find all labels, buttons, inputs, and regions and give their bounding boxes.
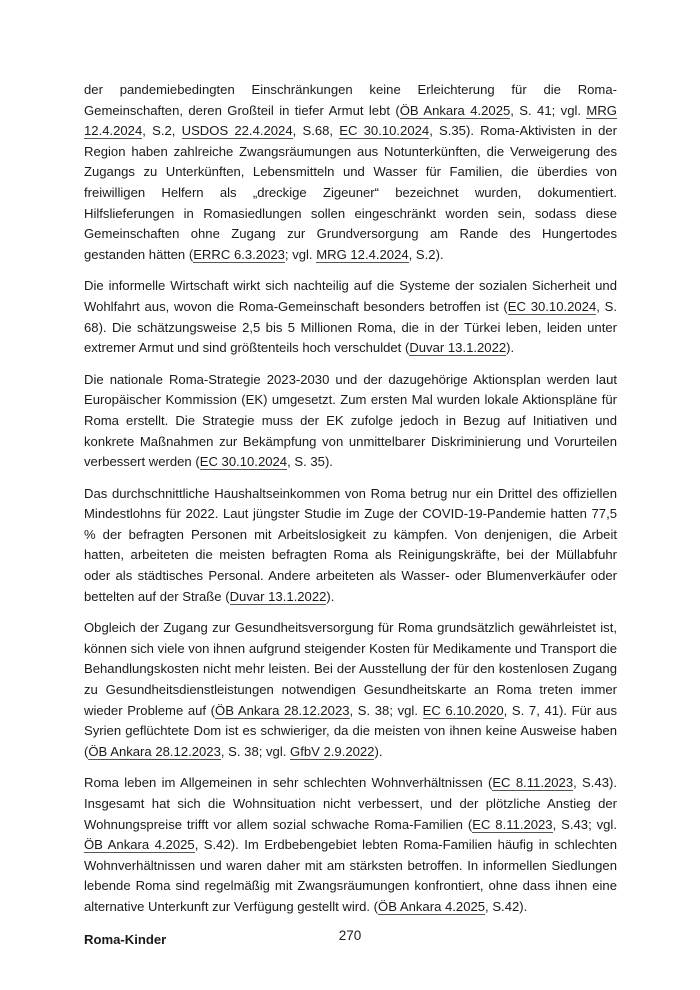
paragraph-text: Das durchschnittliche Haushaltseinkommen von Roma betrug nur ein Drittel des offiziellen Mindestlohns für 2022. Laut jüngster Studie im Zuge der COVID-19-Pandemie hatten 77,5 % der befragten Personen mit Arbeitslosigkeit zu kämpfen. Von denjenigen, die Arbeit hatten, arbeiteten die meisten befragten Roma als Reinigungskräfte, bei der Müllabfuhr oder als städtisches Personal. Andere arbeiteten als Wasser- oder Blumenverkäufer oder bettelten auf der Straße ( bbox=[84, 485, 617, 604]
paragraph-text: Die nationale Roma-Strategie 2023-2030 und der dazugehörige Aktionsplan werden laut Europäischer Kommission (EK) umgesetzt. Zum ersten Mal wurden lokale Aktionspläne für Roma erstellt. Die Strategie muss der EK zufolge jedoch in Bezug auf Initiativen und konkrete Maßnahmen zur Bekämpfung von unmittelbarer Diskriminierung und Vorurteilen verbessert werden ( bbox=[84, 371, 617, 470]
paragraph-text: Roma leben im Allgemeinen in sehr schlechten Wohnverhältnissen ( bbox=[84, 775, 493, 791]
paragraph-text: , S.43). Insgesamt hat sich die Wohnsituation nicht verbessert, und der plötzliche Anstieg der Wohnungspreise trifft vor allem sozial schwache Roma-Familien ( bbox=[84, 775, 617, 832]
paragraph-text: , S. 41; vgl. bbox=[510, 102, 587, 118]
paragraph bbox=[84, 484, 617, 608]
paragraph-text: , S. 7, 41). Für aus Syrien geflüchtete Dom ist es schwieriger, da die meisten von ihnen keine Ausweise haben ( bbox=[84, 702, 618, 759]
citation-link[interactable]: ÖB Ankara 4.2025 bbox=[378, 898, 486, 914]
citation-link[interactable]: Duvar 13.1.2022 bbox=[409, 340, 507, 356]
citation-link[interactable]: EC 6.10.2020 bbox=[422, 702, 504, 718]
paragraph-text: der pandemiebedingten Einschränkungen keine Erleichterung für die Roma-Gemeinschaften, deren Großteil in tiefer Armut lebt ( bbox=[84, 82, 617, 118]
paragraph-text: ; vgl. bbox=[284, 246, 317, 262]
citation-link[interactable]: ERRC 6.3.2023 bbox=[193, 246, 285, 262]
paragraph bbox=[84, 618, 617, 762]
citation-link[interactable]: EC 8.11.2023 bbox=[492, 775, 574, 791]
paragraph-text: , S.43; vgl. bbox=[552, 816, 617, 832]
paragraph bbox=[84, 276, 617, 358]
paragraph-text: , S.42). bbox=[485, 898, 528, 914]
citation-link[interactable]: Duvar 13.1.2022 bbox=[229, 588, 327, 604]
citation-link[interactable]: ÖB Ankara 28.12.2023 bbox=[215, 702, 350, 718]
citation-link[interactable]: MRG 12.4.2024 bbox=[316, 246, 409, 262]
page-number: 270 bbox=[338, 928, 362, 943]
citation-link[interactable]: EC 30.10.2024 bbox=[199, 454, 288, 470]
paragraph-text: , S.68, bbox=[292, 123, 340, 139]
paragraph-text: ). bbox=[326, 588, 335, 604]
citation-link[interactable]: ÖB Ankara 4.2025 bbox=[84, 837, 195, 853]
citation-link[interactable]: USDOS 22.4.2024 bbox=[181, 123, 293, 139]
citation-link[interactable]: ÖB Ankara 28.12.2023 bbox=[88, 743, 221, 759]
paragraph bbox=[84, 773, 617, 917]
citation-link[interactable]: EC 8.11.2023 bbox=[472, 816, 553, 832]
citation-link[interactable]: GfbV 2.9.2022 bbox=[290, 743, 375, 759]
citation-link[interactable]: EC 30.10.2024 bbox=[507, 298, 597, 314]
paragraph-text: , S.2, bbox=[142, 123, 182, 139]
paragraph-text: ). bbox=[506, 340, 515, 356]
paragraph-text: , S. 38; vgl. bbox=[349, 702, 423, 718]
paragraph-text: , S.35). Roma-Aktivisten in der Region haben zahlreiche Zwangsräumungen aus Notunterkünften, die Verweigerung des Zugangs zu Unterkünften, Lebensmitteln und Wasser für Familien, die überdies von freiwilligen Helfern als „dreckige Zigeuner“ bezeichnet wurden, dokumentiert. Hilfslieferungen in Romasiedlungen sollen eingeschränkt worden sein, sodass diese Gemeinschaften ohne Zugang zur Grundversorgung am Rande des Hungertodes gestanden hätten ( bbox=[84, 123, 617, 262]
paragraph-text: Die informelle Wirtschaft wirkt sich nachteilig auf die Systeme der sozialen Sicherheit und Wohlfahrt aus, wovon die Roma-Gemeinschaft besonders betroffen ist ( bbox=[84, 278, 617, 314]
citation-link[interactable]: EC 30.10.2024 bbox=[339, 123, 430, 139]
section-heading: Roma-Kinder bbox=[84, 931, 167, 947]
citation-link[interactable]: ÖB Ankara 4.2025 bbox=[399, 102, 511, 118]
paragraph-text: , S. 35). bbox=[287, 454, 333, 470]
paragraph-text: , S. 68). Die schätzungsweise 2,5 bis 5 Millionen Roma, die in der Türkei leben, leiden unter extremer Armut und sind größtenteils hoch verschuldet ( bbox=[84, 298, 617, 356]
paragraph-text: , S.42). Im Erdbebengebiet lebten Roma-Familien häufig in schlechten Wohnverhältnissen und waren daher mit am stärksten betroffen. In informellen Siedlungen lebende Roma sind regelmäßig mit Zwangsräumungen konfrontiert, ohne dass ihnen eine alternative Unterkunft zur Verfügung gestellt wird. ( bbox=[84, 837, 617, 914]
paragraph bbox=[84, 370, 617, 473]
paragraph-text: ). bbox=[374, 743, 383, 759]
paragraph-text: , S. 38; vgl. bbox=[220, 743, 291, 759]
paragraph-text: , S.2). bbox=[408, 246, 444, 262]
document-body bbox=[84, 80, 617, 947]
citation-link[interactable]: MRG 12.4.2024 bbox=[84, 102, 617, 139]
paragraph-text: Obgleich der Zugang zur Gesundheitsversorgung für Roma grundsätzlich gewährleistet ist, können sich viele von ihnen aufgrund steigender Kosten für Medikamente und Transport die Behandlungskosten nicht mehr leisten. Bei der Ausstellung der für den kostenlosen Zugang zu Gesundheitsdienstleistungen notwendigen Gesundheitskarte an Roma treten immer wieder Probleme auf ( bbox=[84, 620, 617, 718]
paragraph bbox=[84, 80, 617, 265]
paragraphs bbox=[84, 80, 617, 918]
